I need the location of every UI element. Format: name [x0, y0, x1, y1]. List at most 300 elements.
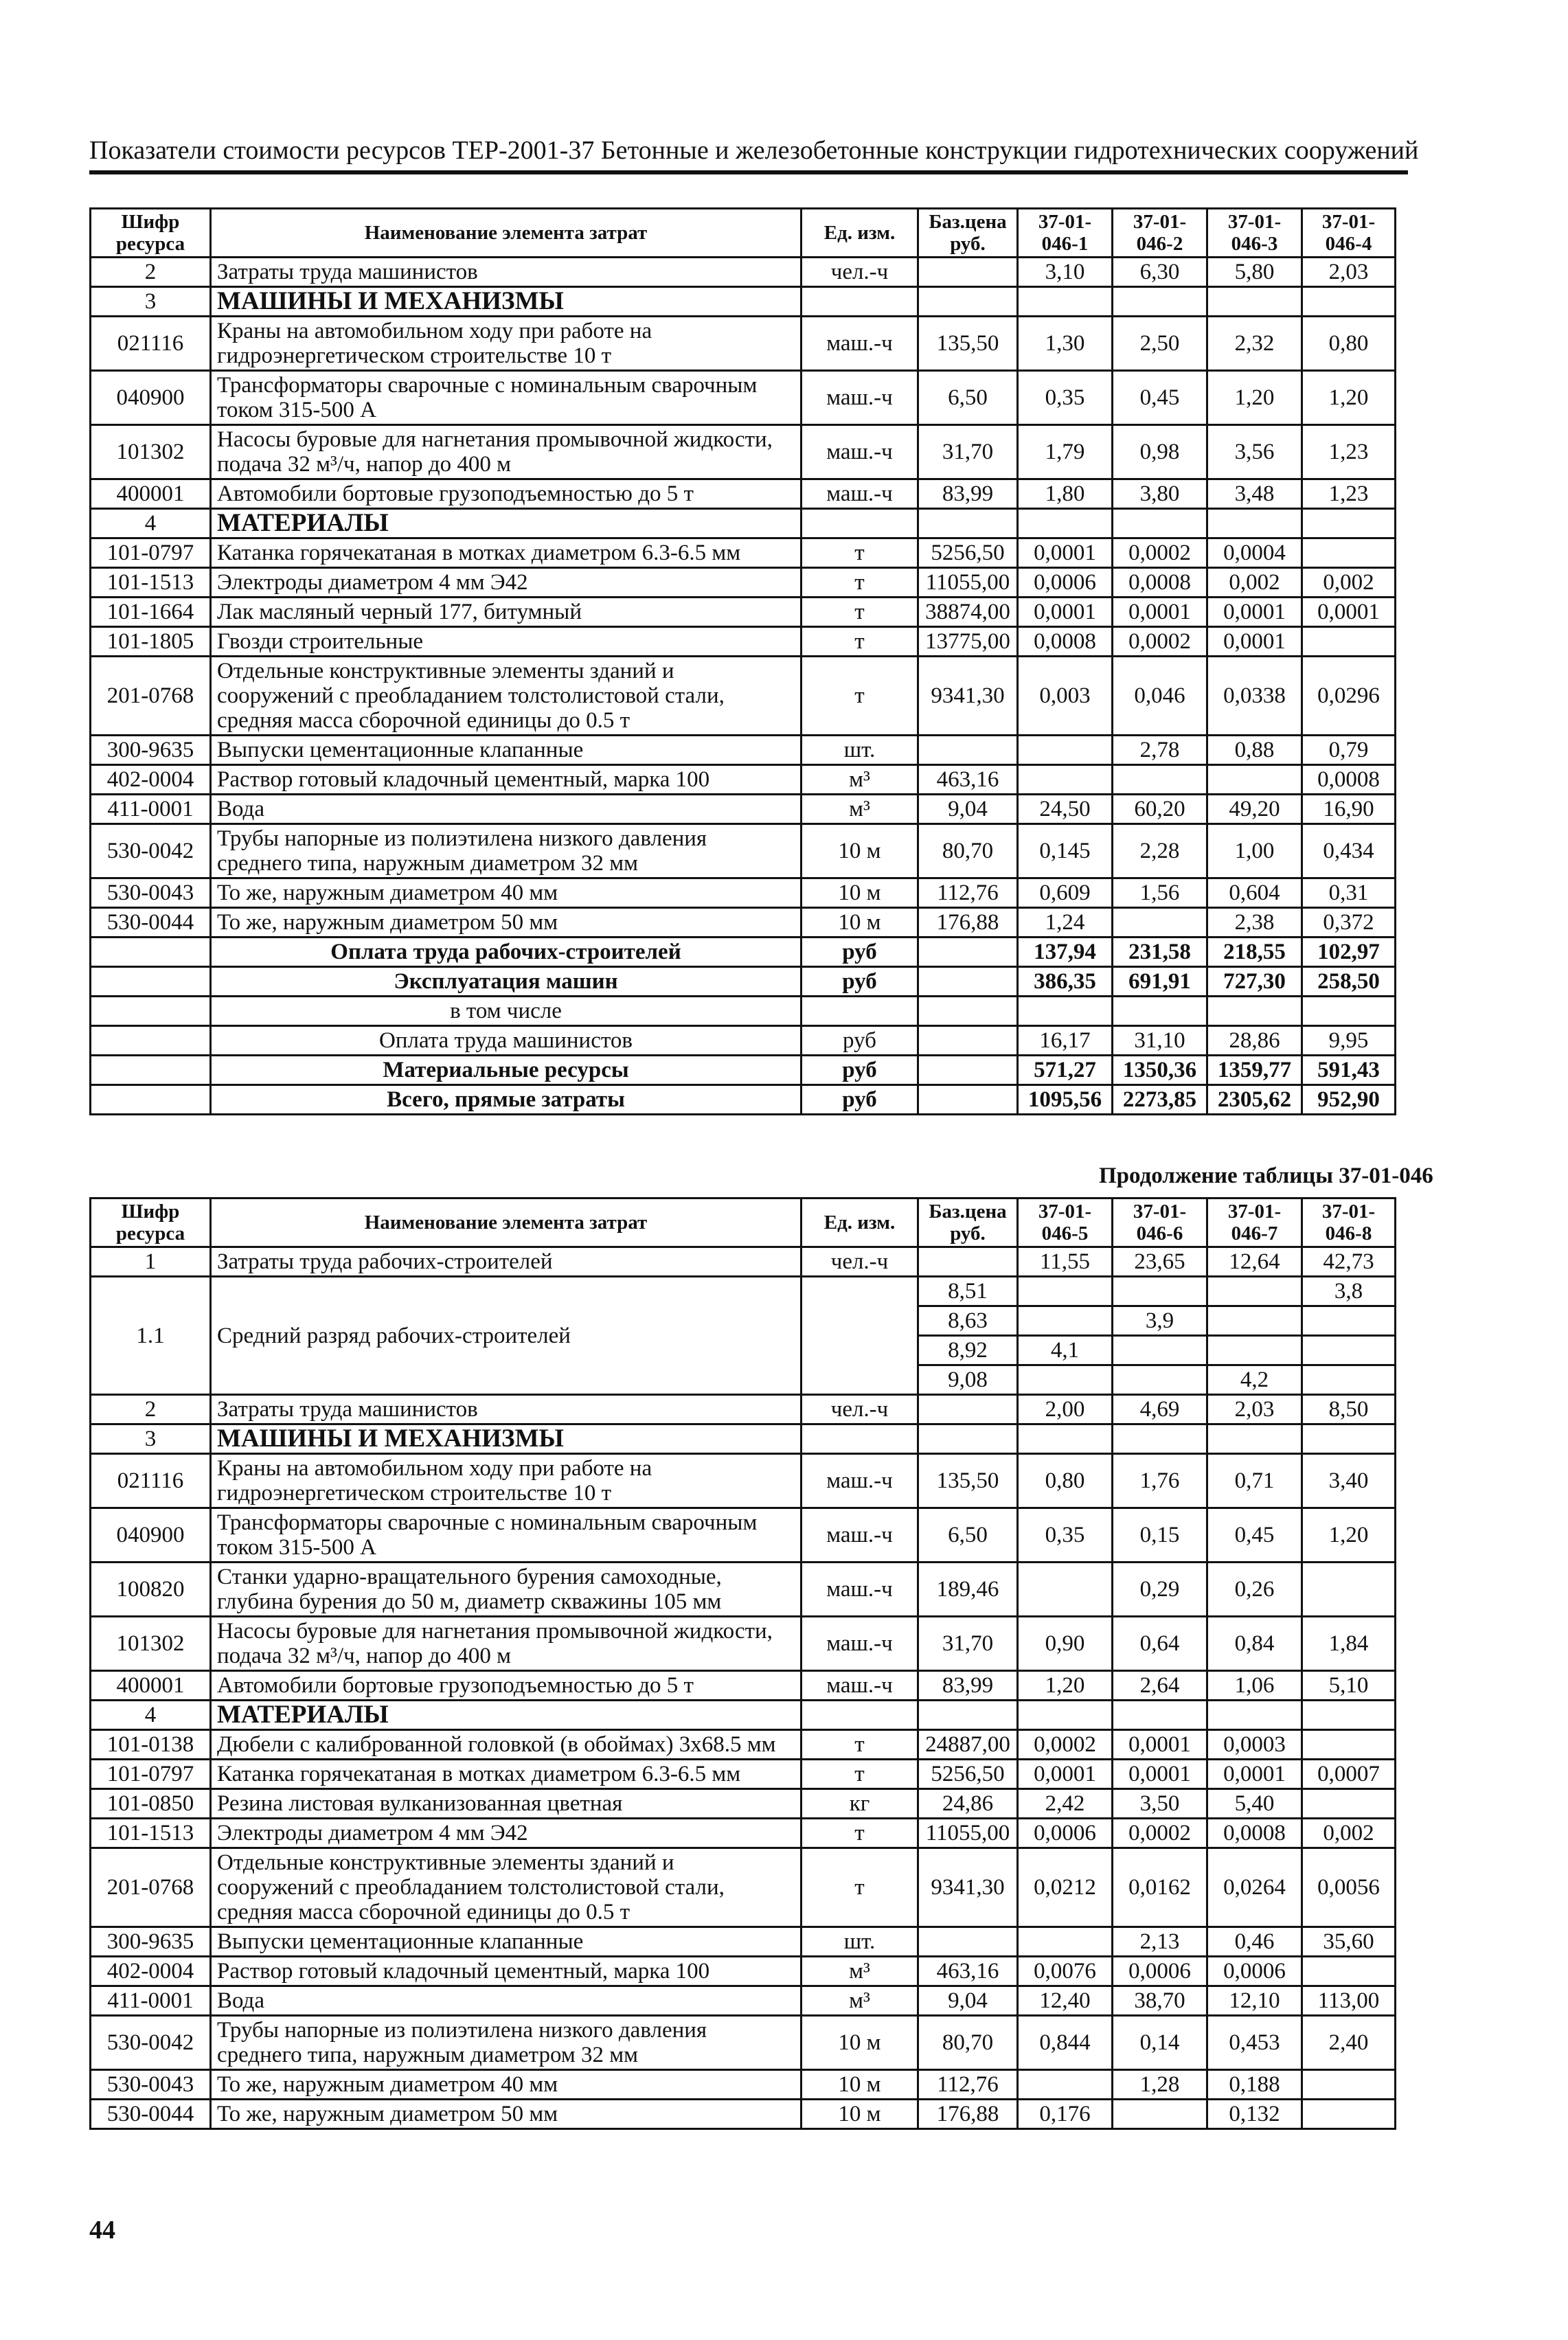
base-price: 31,70	[918, 425, 1018, 479]
unit: руб	[802, 1085, 918, 1115]
norm-value: 0,14	[1113, 2016, 1207, 2070]
table-row	[91, 627, 1396, 657]
norm-value: 3,80	[1113, 479, 1207, 509]
unit: т	[802, 598, 918, 627]
norm-value: 0,372	[1302, 908, 1396, 938]
table-row	[91, 765, 1396, 795]
element-name: Всего, прямые затраты	[211, 1085, 802, 1115]
unit: 10 м	[802, 824, 918, 878]
norm-value: 2,28	[1113, 824, 1207, 878]
norm-value	[1302, 1563, 1396, 1617]
resource-code: 101-1805	[91, 627, 211, 657]
norm-value: 24,50	[1018, 795, 1113, 824]
resource-code: 530-0044	[91, 2100, 211, 2129]
resource-code: 530-0043	[91, 878, 211, 908]
norm-value: 12,64	[1207, 1247, 1302, 1277]
norm-value: 0,0001	[1018, 598, 1113, 627]
norm-value: 6,30	[1113, 258, 1207, 287]
norm-value	[1113, 997, 1207, 1026]
page-title: Показатели стоимости ресурсов ТЕР-2001-37 Бетонные и железобетонные конструкции гидротехнических сооружений	[89, 136, 1419, 165]
norm-value: 1,76	[1113, 1454, 1207, 1508]
element-name: Насосы буровые для нагнетания промывочной жидкости, подача 32 м³/ч, напор до 400 м	[211, 425, 802, 479]
norm-value: 3,56	[1207, 425, 1302, 479]
norm-value: 5,80	[1207, 258, 1302, 287]
header-base-price: Баз.цена руб.	[918, 209, 1018, 258]
norm-value: 2,64	[1113, 1671, 1207, 1701]
unit: маш.-ч	[802, 1617, 918, 1671]
norm-value: 691,91	[1113, 967, 1207, 997]
norm-value: 571,27	[1018, 1056, 1113, 1085]
norm-value	[1207, 1306, 1302, 1336]
base-price: 112,76	[918, 2070, 1018, 2100]
norm-value: 8,50	[1302, 1395, 1396, 1424]
base-price: 463,16	[918, 765, 1018, 795]
norm-value: 0,0001	[1018, 538, 1113, 568]
norm-value	[1207, 765, 1302, 795]
unit: т	[802, 1760, 918, 1789]
table-row	[91, 1563, 1396, 1617]
norm-value: 0,71	[1207, 1454, 1302, 1508]
element-name: Эксплуатация машин	[211, 967, 802, 997]
element-name: Насосы буровые для нагнетания промывочной жидкости, подача 32 м³/ч, напор до 400 м	[211, 1617, 802, 1671]
element-name: Затраты труда машинистов	[211, 1395, 802, 1424]
norm-value: 0,45	[1207, 1508, 1302, 1563]
base-price	[918, 258, 1018, 287]
resource-code: 4	[91, 509, 211, 538]
element-name: Материальные ресурсы	[211, 1056, 802, 1085]
element-name: Оплата труда машинистов	[211, 1026, 802, 1056]
norm-value: 3,9	[1113, 1306, 1207, 1336]
base-price	[918, 1701, 1018, 1730]
resource-code: 530-0044	[91, 908, 211, 938]
norm-value: 31,10	[1113, 1026, 1207, 1056]
header-base-price: Баз.цена руб.	[918, 1199, 1018, 1247]
norm-value: 0,0162	[1113, 1848, 1207, 1927]
unit: руб	[802, 967, 918, 997]
element-name: То же, наружным диаметром 50 мм	[211, 908, 802, 938]
resource-code: 101302	[91, 1617, 211, 1671]
norm-value	[1207, 1424, 1302, 1454]
base-price: 38874,00	[918, 598, 1018, 627]
norm-value: 0,003	[1018, 657, 1113, 736]
norm-value: 5,10	[1302, 1671, 1396, 1701]
norm-value: 0,0001	[1018, 1760, 1113, 1789]
unit: чел.-ч	[802, 258, 918, 287]
norm-value	[1018, 1701, 1113, 1730]
norm-value: 0,0002	[1018, 1730, 1113, 1760]
norm-value	[1113, 1424, 1207, 1454]
base-price	[918, 1247, 1018, 1277]
header-resource-code: Шифр ресурса	[91, 209, 211, 258]
norm-value: 0,0001	[1302, 598, 1396, 627]
unit: м³	[802, 765, 918, 795]
norm-value: 1,06	[1207, 1671, 1302, 1701]
grade-row	[91, 1277, 1396, 1306]
element-name: Краны на автомобильном ходу при работе на гидроэнергетическом строительстве 10 т	[211, 317, 802, 371]
base-price: 9,04	[918, 795, 1018, 824]
unit: т	[802, 1730, 918, 1760]
norm-value	[1018, 1927, 1113, 1957]
element-name: Катанка горячекатаная в мотках диаметром 6.3-6.5 мм	[211, 538, 802, 568]
norm-value: 218,55	[1207, 938, 1302, 967]
resource-code: 400001	[91, 479, 211, 509]
norm-value: 42,73	[1302, 1247, 1396, 1277]
norm-value: 1,84	[1302, 1617, 1396, 1671]
norm-value: 5,40	[1207, 1789, 1302, 1819]
norm-value: 0,84	[1207, 1617, 1302, 1671]
norm-value	[1018, 509, 1113, 538]
resource-code: 101-0850	[91, 1789, 211, 1819]
norm-value: 1,30	[1018, 317, 1113, 371]
norm-value: 0,26	[1207, 1563, 1302, 1617]
norm-value: 0,0006	[1018, 568, 1113, 598]
element-name: Лак масляный черный 177, битумный	[211, 598, 802, 627]
norm-value: 386,35	[1018, 967, 1113, 997]
norm-value: 0,0002	[1113, 1819, 1207, 1848]
norm-value	[1302, 1957, 1396, 1986]
resource-code: 300-9635	[91, 1927, 211, 1957]
element-name: Трубы напорные из полиэтилена низкого давления среднего типа, наружным диаметром 32 мм	[211, 824, 802, 878]
table-row	[91, 824, 1396, 878]
norm-value	[1018, 765, 1113, 795]
base-price	[918, 1026, 1018, 1056]
resource-code: 101-1513	[91, 1819, 211, 1848]
summary-row	[91, 967, 1396, 997]
norm-value: 0,453	[1207, 2016, 1302, 2070]
resource-code: 021116	[91, 1454, 211, 1508]
norm-value: 1,56	[1113, 878, 1207, 908]
table-row	[91, 1819, 1396, 1848]
element-name: Отдельные конструктивные элементы зданий и сооружений с преобладанием толстолистовой стали, средняя масса сборочной единицы до 0.5 т	[211, 657, 802, 736]
unit: 10 м	[802, 908, 918, 938]
table-row	[91, 1730, 1396, 1760]
norm-value: 0,002	[1302, 1819, 1396, 1848]
norm-value: 0,45	[1113, 371, 1207, 425]
resource-code: 040900	[91, 1508, 211, 1563]
resource-code: 201-0768	[91, 657, 211, 736]
base-price	[918, 1927, 1018, 1957]
norm-value: 11,55	[1018, 1247, 1113, 1277]
header-norm-column: 37-01-046-8	[1302, 1199, 1396, 1247]
base-price: 83,99	[918, 479, 1018, 509]
norm-value: 3,8	[1302, 1277, 1396, 1306]
norm-value	[1113, 1336, 1207, 1365]
unit	[802, 1701, 918, 1730]
norm-value	[1302, 1424, 1396, 1454]
table-row	[91, 371, 1396, 425]
norm-value	[1018, 997, 1113, 1026]
resource-code: 101-0797	[91, 1760, 211, 1789]
norm-value: 0,604	[1207, 878, 1302, 908]
norm-value: 0,29	[1113, 1563, 1207, 1617]
resource-code: 530-0043	[91, 2070, 211, 2100]
norm-value: 1350,36	[1113, 1056, 1207, 1085]
resource-code: 4	[91, 1701, 211, 1730]
norm-value: 0,0008	[1113, 568, 1207, 598]
element-name: Резина листовая вулканизованная цветная	[211, 1789, 802, 1819]
element-name: Раствор готовый кладочный цементный, марка 100	[211, 1957, 802, 1986]
element-name: Средний разряд рабочих-строителей	[211, 1277, 802, 1395]
resource-code	[91, 1026, 211, 1056]
norm-value: 0,0076	[1018, 1957, 1113, 1986]
norm-value	[1302, 1730, 1396, 1760]
norm-value: 0,002	[1207, 568, 1302, 598]
norm-value: 0,0008	[1018, 627, 1113, 657]
element-name: Станки ударно-вращательного бурения самоходные, глубина бурения до 50 м, диаметр скважины 105 мм	[211, 1563, 802, 1617]
norm-value: 0,609	[1018, 878, 1113, 908]
header-norm-column: 37-01-046-6	[1113, 1199, 1207, 1247]
element-name: МАТЕРИАЛЫ	[211, 509, 802, 538]
unit: 10 м	[802, 2016, 918, 2070]
norm-value: 0,46	[1207, 1927, 1302, 1957]
base-price: 11055,00	[918, 568, 1018, 598]
norm-value	[1302, 509, 1396, 538]
norm-value: 102,97	[1302, 938, 1396, 967]
table-row	[91, 2070, 1396, 2100]
base-price	[918, 287, 1018, 317]
resource-code: 100820	[91, 1563, 211, 1617]
norm-value: 0,0007	[1302, 1760, 1396, 1789]
base-price: 80,70	[918, 2016, 1018, 2070]
table-row	[91, 598, 1396, 627]
base-price: 189,46	[918, 1563, 1018, 1617]
table-row	[91, 258, 1396, 287]
norm-value: 231,58	[1113, 938, 1207, 967]
resource-code: 402-0004	[91, 765, 211, 795]
table-row	[91, 2016, 1396, 2070]
norm-value: 0,0338	[1207, 657, 1302, 736]
norm-value	[1018, 1306, 1113, 1336]
grade-value: 8,51	[918, 1277, 1018, 1306]
header-element-name: Наименование элемента затрат	[211, 209, 802, 258]
norm-value: 0,0001	[1207, 1760, 1302, 1789]
norm-value: 2,38	[1207, 908, 1302, 938]
summary-row	[91, 1085, 1396, 1115]
section-row	[91, 287, 1396, 317]
grade-value: 8,63	[918, 1306, 1018, 1336]
element-name: Дюбели с калиброванной головкой (в обоймах) 3х68.5 мм	[211, 1730, 802, 1760]
unit: чел.-ч	[802, 1247, 918, 1277]
unit: 10 м	[802, 878, 918, 908]
norm-value: 0,002	[1302, 568, 1396, 598]
unit	[802, 1424, 918, 1454]
norm-value	[1207, 287, 1302, 317]
norm-value: 113,00	[1302, 1986, 1396, 2016]
norm-value	[1113, 765, 1207, 795]
norm-value: 137,94	[1018, 938, 1113, 967]
base-price: 6,50	[918, 371, 1018, 425]
element-name: Автомобили бортовые грузоподъемностью до 5 т	[211, 479, 802, 509]
element-name: МАТЕРИАЛЫ	[211, 1701, 802, 1730]
norm-value	[1113, 908, 1207, 938]
table-row	[91, 1789, 1396, 1819]
header-norm-column: 37-01-046-3	[1207, 209, 1302, 258]
norm-value: 0,79	[1302, 736, 1396, 765]
norm-value: 1,23	[1302, 479, 1396, 509]
base-price: 24887,00	[918, 1730, 1018, 1760]
norm-value: 952,90	[1302, 1085, 1396, 1115]
summary-row	[91, 997, 1396, 1026]
unit: маш.-ч	[802, 317, 918, 371]
unit: маш.-ч	[802, 1563, 918, 1617]
element-name: Вода	[211, 795, 802, 824]
norm-value: 2305,62	[1207, 1085, 1302, 1115]
unit: т	[802, 657, 918, 736]
element-name: Краны на автомобильном ходу при работе на гидроэнергетическом строительстве 10 т	[211, 1454, 802, 1508]
norm-value: 35,60	[1302, 1927, 1396, 1957]
unit: м³	[802, 795, 918, 824]
norm-value: 0,0212	[1018, 1848, 1113, 1927]
norm-value: 1,28	[1113, 2070, 1207, 2100]
norm-value	[1113, 1365, 1207, 1395]
table-2-body	[91, 1247, 1396, 1395]
resource-cost-table-1	[89, 207, 1396, 1115]
norm-value: 2,00	[1018, 1395, 1113, 1424]
element-name: Электроды диаметром 4 мм Э42	[211, 1819, 802, 1848]
resource-code: 1.1	[91, 1277, 211, 1395]
norm-value	[1113, 287, 1207, 317]
norm-value: 4,2	[1207, 1365, 1302, 1395]
norm-value: 2,03	[1302, 258, 1396, 287]
resource-code: 101-0138	[91, 1730, 211, 1760]
table-row	[91, 479, 1396, 509]
norm-value: 0,844	[1018, 2016, 1113, 2070]
norm-value: 0,80	[1018, 1454, 1113, 1508]
unit: т	[802, 1848, 918, 1927]
norm-value: 1095,56	[1018, 1085, 1113, 1115]
table-row	[91, 1957, 1396, 1986]
unit	[802, 287, 918, 317]
resource-code: 300-9635	[91, 736, 211, 765]
base-price: 31,70	[918, 1617, 1018, 1671]
table-row	[91, 1508, 1396, 1563]
resource-code	[91, 1056, 211, 1085]
norm-value: 1,20	[1302, 1508, 1396, 1563]
element-name: Трансформаторы сварочные с номинальным сварочным током 315-500 А	[211, 1508, 802, 1563]
header-resource-code: Шифр ресурса	[91, 1199, 211, 1247]
element-name: МАШИНЫ И МЕХАНИЗМЫ	[211, 1424, 802, 1454]
resource-cost-table-2	[89, 1197, 1396, 2130]
norm-value	[1207, 1701, 1302, 1730]
table-row	[91, 2100, 1396, 2129]
norm-value: 1359,77	[1207, 1056, 1302, 1085]
resource-code: 411-0001	[91, 795, 211, 824]
norm-value: 0,0008	[1207, 1819, 1302, 1848]
unit: маш.-ч	[802, 479, 918, 509]
resource-code: 101-1513	[91, 568, 211, 598]
norm-value	[1302, 1701, 1396, 1730]
norm-value: 0,0001	[1113, 1730, 1207, 1760]
table-row	[91, 908, 1396, 938]
norm-value: 0,188	[1207, 2070, 1302, 2100]
norm-value: 0,176	[1018, 2100, 1113, 2129]
base-price: 9,04	[918, 1986, 1018, 2016]
norm-value: 1,24	[1018, 908, 1113, 938]
norm-value	[1113, 1701, 1207, 1730]
table-row	[91, 1671, 1396, 1701]
element-name: Вода	[211, 1986, 802, 2016]
page-header	[89, 135, 1419, 174]
unit: маш.-ч	[802, 1671, 918, 1701]
base-price: 11055,00	[918, 1819, 1018, 1848]
table-row	[91, 1986, 1396, 2016]
resource-code: 1	[91, 1247, 211, 1277]
element-name: Выпуски цементационные клапанные	[211, 1927, 802, 1957]
resource-code: 2	[91, 258, 211, 287]
norm-value: 2,40	[1302, 2016, 1396, 2070]
norm-value	[1018, 287, 1113, 317]
norm-value: 0,0001	[1207, 598, 1302, 627]
norm-value: 0,0056	[1302, 1848, 1396, 1927]
unit: шт.	[802, 1927, 918, 1957]
element-name: Оплата труда рабочих-строителей	[211, 938, 802, 967]
unit: 10 м	[802, 2100, 918, 2129]
unit	[802, 509, 918, 538]
norm-value: 0,145	[1018, 824, 1113, 878]
base-price	[918, 938, 1018, 967]
norm-value: 2,50	[1113, 317, 1207, 371]
norm-value: 2,42	[1018, 1789, 1113, 1819]
norm-value	[1113, 509, 1207, 538]
header-norm-column: 37-01-046-7	[1207, 1199, 1302, 1247]
norm-value	[1302, 287, 1396, 317]
table-row	[91, 317, 1396, 371]
resource-code: 2	[91, 1395, 211, 1424]
norm-value: 12,40	[1018, 1986, 1113, 2016]
unit: м³	[802, 1986, 918, 2016]
element-name: То же, наружным диаметром 50 мм	[211, 2100, 802, 2129]
norm-value: 0,0006	[1113, 1957, 1207, 1986]
norm-value	[1302, 997, 1396, 1026]
header-norm-column: 37-01-046-4	[1302, 209, 1396, 258]
norm-value	[1113, 1277, 1207, 1306]
norm-value: 258,50	[1302, 967, 1396, 997]
element-name: Автомобили бортовые грузоподъемностью до 5 т	[211, 1671, 802, 1701]
unit: т	[802, 1819, 918, 1848]
grade-value: 8,92	[918, 1336, 1018, 1365]
norm-value	[1113, 2100, 1207, 2129]
norm-value: 0,0006	[1207, 1957, 1302, 1986]
base-price: 5256,50	[918, 1760, 1018, 1789]
element-name: Затраты труда машинистов	[211, 258, 802, 287]
element-name: То же, наружным диаметром 40 мм	[211, 878, 802, 908]
norm-value	[1207, 1336, 1302, 1365]
resource-code	[91, 967, 211, 997]
base-price: 463,16	[918, 1957, 1018, 1986]
norm-value: 60,20	[1113, 795, 1207, 824]
resource-code: 021116	[91, 317, 211, 371]
table-row	[91, 568, 1396, 598]
resource-code: 402-0004	[91, 1957, 211, 1986]
norm-value: 0,0003	[1207, 1730, 1302, 1760]
base-price	[918, 1085, 1018, 1115]
base-price	[918, 997, 1018, 1026]
norm-value	[1018, 736, 1113, 765]
base-price: 83,99	[918, 1671, 1018, 1701]
unit: руб	[802, 938, 918, 967]
element-name: Затраты труда рабочих-строителей	[211, 1247, 802, 1277]
norm-value: 2,78	[1113, 736, 1207, 765]
base-price: 176,88	[918, 908, 1018, 938]
base-price: 176,88	[918, 2100, 1018, 2129]
norm-value: 38,70	[1113, 1986, 1207, 2016]
norm-value: 49,20	[1207, 795, 1302, 824]
norm-value: 0,64	[1113, 1617, 1207, 1671]
table-row	[91, 1454, 1396, 1508]
table-row	[91, 1617, 1396, 1671]
header-unit: Ед. изм.	[802, 209, 918, 258]
unit: маш.-ч	[802, 1508, 918, 1563]
